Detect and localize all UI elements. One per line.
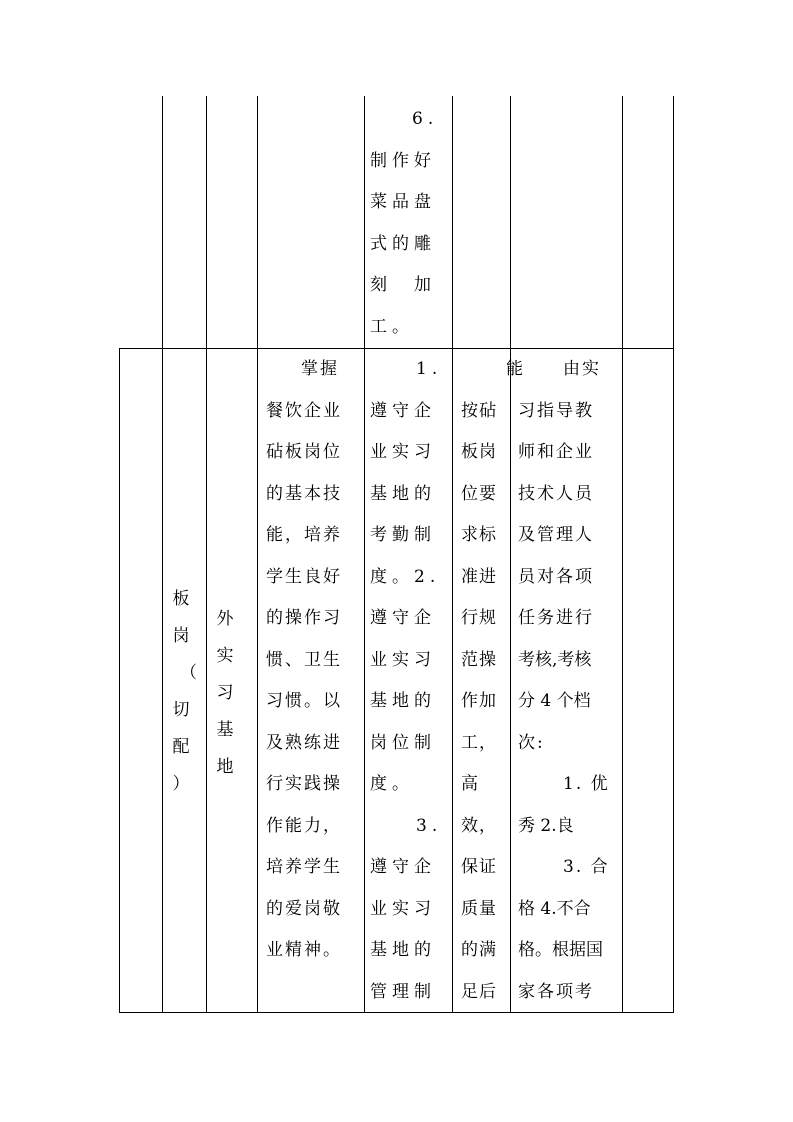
cell-line: 家各项考 — [518, 981, 594, 1002]
col-divider-1 — [162, 96, 163, 1013]
cell-line: 分 4 个档 — [518, 691, 591, 711]
cell-line: 足后 — [461, 981, 497, 1002]
cell-line: 掌握 — [282, 359, 339, 379]
cell-line: 遵守企 — [370, 400, 436, 421]
cell-line: 工。 — [370, 316, 414, 337]
cell-line: 次: — [518, 732, 545, 753]
cell-line: 行实践操 — [266, 774, 342, 794]
cell-line: 能 — [506, 359, 524, 379]
bottom-row-col5-cell — [370, 349, 450, 1013]
bottom-row-col7-cell — [518, 349, 620, 1013]
table-left-border — [119, 348, 120, 1013]
cell-line: 考勤制 — [370, 525, 436, 545]
cell-line: 格 4.不合 — [518, 898, 591, 919]
cell-line: 菜品盘 — [370, 192, 436, 212]
cell-line: 业实习 — [370, 898, 436, 919]
cell-line: 板 — [172, 589, 190, 609]
cell-line: 习惯。以 — [266, 691, 342, 711]
cell-line: 习指导教 — [518, 400, 594, 421]
cell-line: 求标 — [461, 525, 497, 545]
cell-line: 基地的 — [370, 940, 436, 960]
cell-line: 板岗 — [461, 442, 497, 462]
cell-line: 式的雕 — [370, 233, 436, 254]
cell-line: 学生良好 — [266, 566, 342, 587]
cell-line: 作能力， — [266, 815, 342, 836]
cell-line: 任务进行 — [518, 608, 594, 628]
cell-line: 培养学生 — [266, 857, 342, 877]
cell-line: 3. 合 — [544, 857, 610, 877]
cell-line: 岗 — [172, 626, 190, 646]
cell-line: 的基本技 — [266, 483, 342, 504]
cell-line: 按砧 — [461, 400, 497, 421]
cell-line: 能，培养 — [266, 525, 342, 545]
cell-line: 的操作习 — [266, 608, 342, 628]
cell-line: 秀 2.良 — [518, 815, 574, 836]
cell-line: 刻 加 — [370, 275, 436, 295]
cell-line: 准进 — [461, 566, 497, 587]
cell-line: 切 — [172, 700, 190, 720]
cell-line: 业实习 — [370, 442, 436, 462]
cell-line: 高 — [461, 774, 479, 794]
cell-line: 惯、卫生 — [266, 649, 342, 670]
top-row-col5-cell — [370, 99, 450, 348]
cell-line: 的满 — [461, 940, 497, 960]
cell-line: 行规 — [461, 608, 497, 628]
bottom-row-col4-cell — [266, 349, 362, 972]
cell-line: 由实 — [544, 359, 601, 379]
cell-line: 及管理人 — [518, 525, 594, 545]
bottom-row-col2-cell — [170, 581, 197, 803]
cell-line: 业精神。 — [266, 940, 342, 960]
cell-line: 位要 — [461, 483, 497, 504]
cell-line: 地 — [216, 757, 234, 777]
cell-line: 度。 — [370, 774, 414, 794]
cell-line: 岗位制 — [370, 732, 436, 753]
cell-line: 质量 — [461, 898, 497, 919]
cell-line: 基地的 — [370, 691, 436, 711]
cell-line: 技术人员 — [518, 483, 594, 504]
col-divider-2 — [206, 96, 207, 1013]
cell-line: ） — [172, 774, 190, 794]
cell-line: 实 — [216, 646, 234, 666]
cell-line: 及熟练进 — [266, 732, 342, 753]
bottom-row-col6-clip — [453, 349, 524, 1012]
cell-line: 师和企业 — [518, 442, 594, 462]
cell-line: 保证 — [461, 857, 497, 877]
cell-line: 考核,考核 — [518, 649, 592, 670]
cell-line: 工， — [461, 732, 497, 753]
cell-line: 制作好 — [370, 150, 436, 171]
cell-line: 度。2. — [370, 566, 441, 587]
cell-line: 6. — [412, 109, 439, 129]
cell-line: 3. — [394, 815, 443, 836]
cell-line: 遵守企 — [370, 857, 436, 877]
col-divider-3 — [257, 96, 258, 1013]
cell-line: 砧板岗位 — [266, 442, 342, 462]
bottom-row-col6-cell — [461, 349, 524, 1013]
cell-line: 基 — [216, 720, 234, 740]
cell-line: 业实习 — [370, 649, 436, 670]
cell-line: 员对各项 — [518, 566, 594, 587]
cell-line: 作加 — [461, 691, 497, 711]
cell-line: 1. 优 — [544, 774, 610, 794]
bottom-row-col3-cell — [214, 601, 236, 786]
cell-line: 习 — [216, 683, 234, 703]
cell-line: 管理制 — [370, 981, 436, 1002]
col-divider-4 — [364, 96, 365, 1013]
cell-line: 基地的 — [370, 483, 436, 504]
cell-line: 效， — [461, 815, 497, 836]
cell-line: 配 — [172, 737, 190, 757]
cell-line: （ — [180, 663, 197, 683]
cell-line: 外 — [216, 609, 234, 629]
cell-line: 范操 — [461, 649, 497, 670]
cell-line: 遵守企 — [370, 608, 436, 628]
cell-line: 1. — [394, 359, 443, 379]
cell-line: 餐饮企业 — [266, 400, 342, 421]
cell-line: 格。根据国 — [518, 940, 603, 960]
table-right-border — [673, 96, 674, 1013]
col-divider-7 — [622, 96, 623, 1013]
cell-line: 的爱岗敬 — [266, 898, 342, 919]
